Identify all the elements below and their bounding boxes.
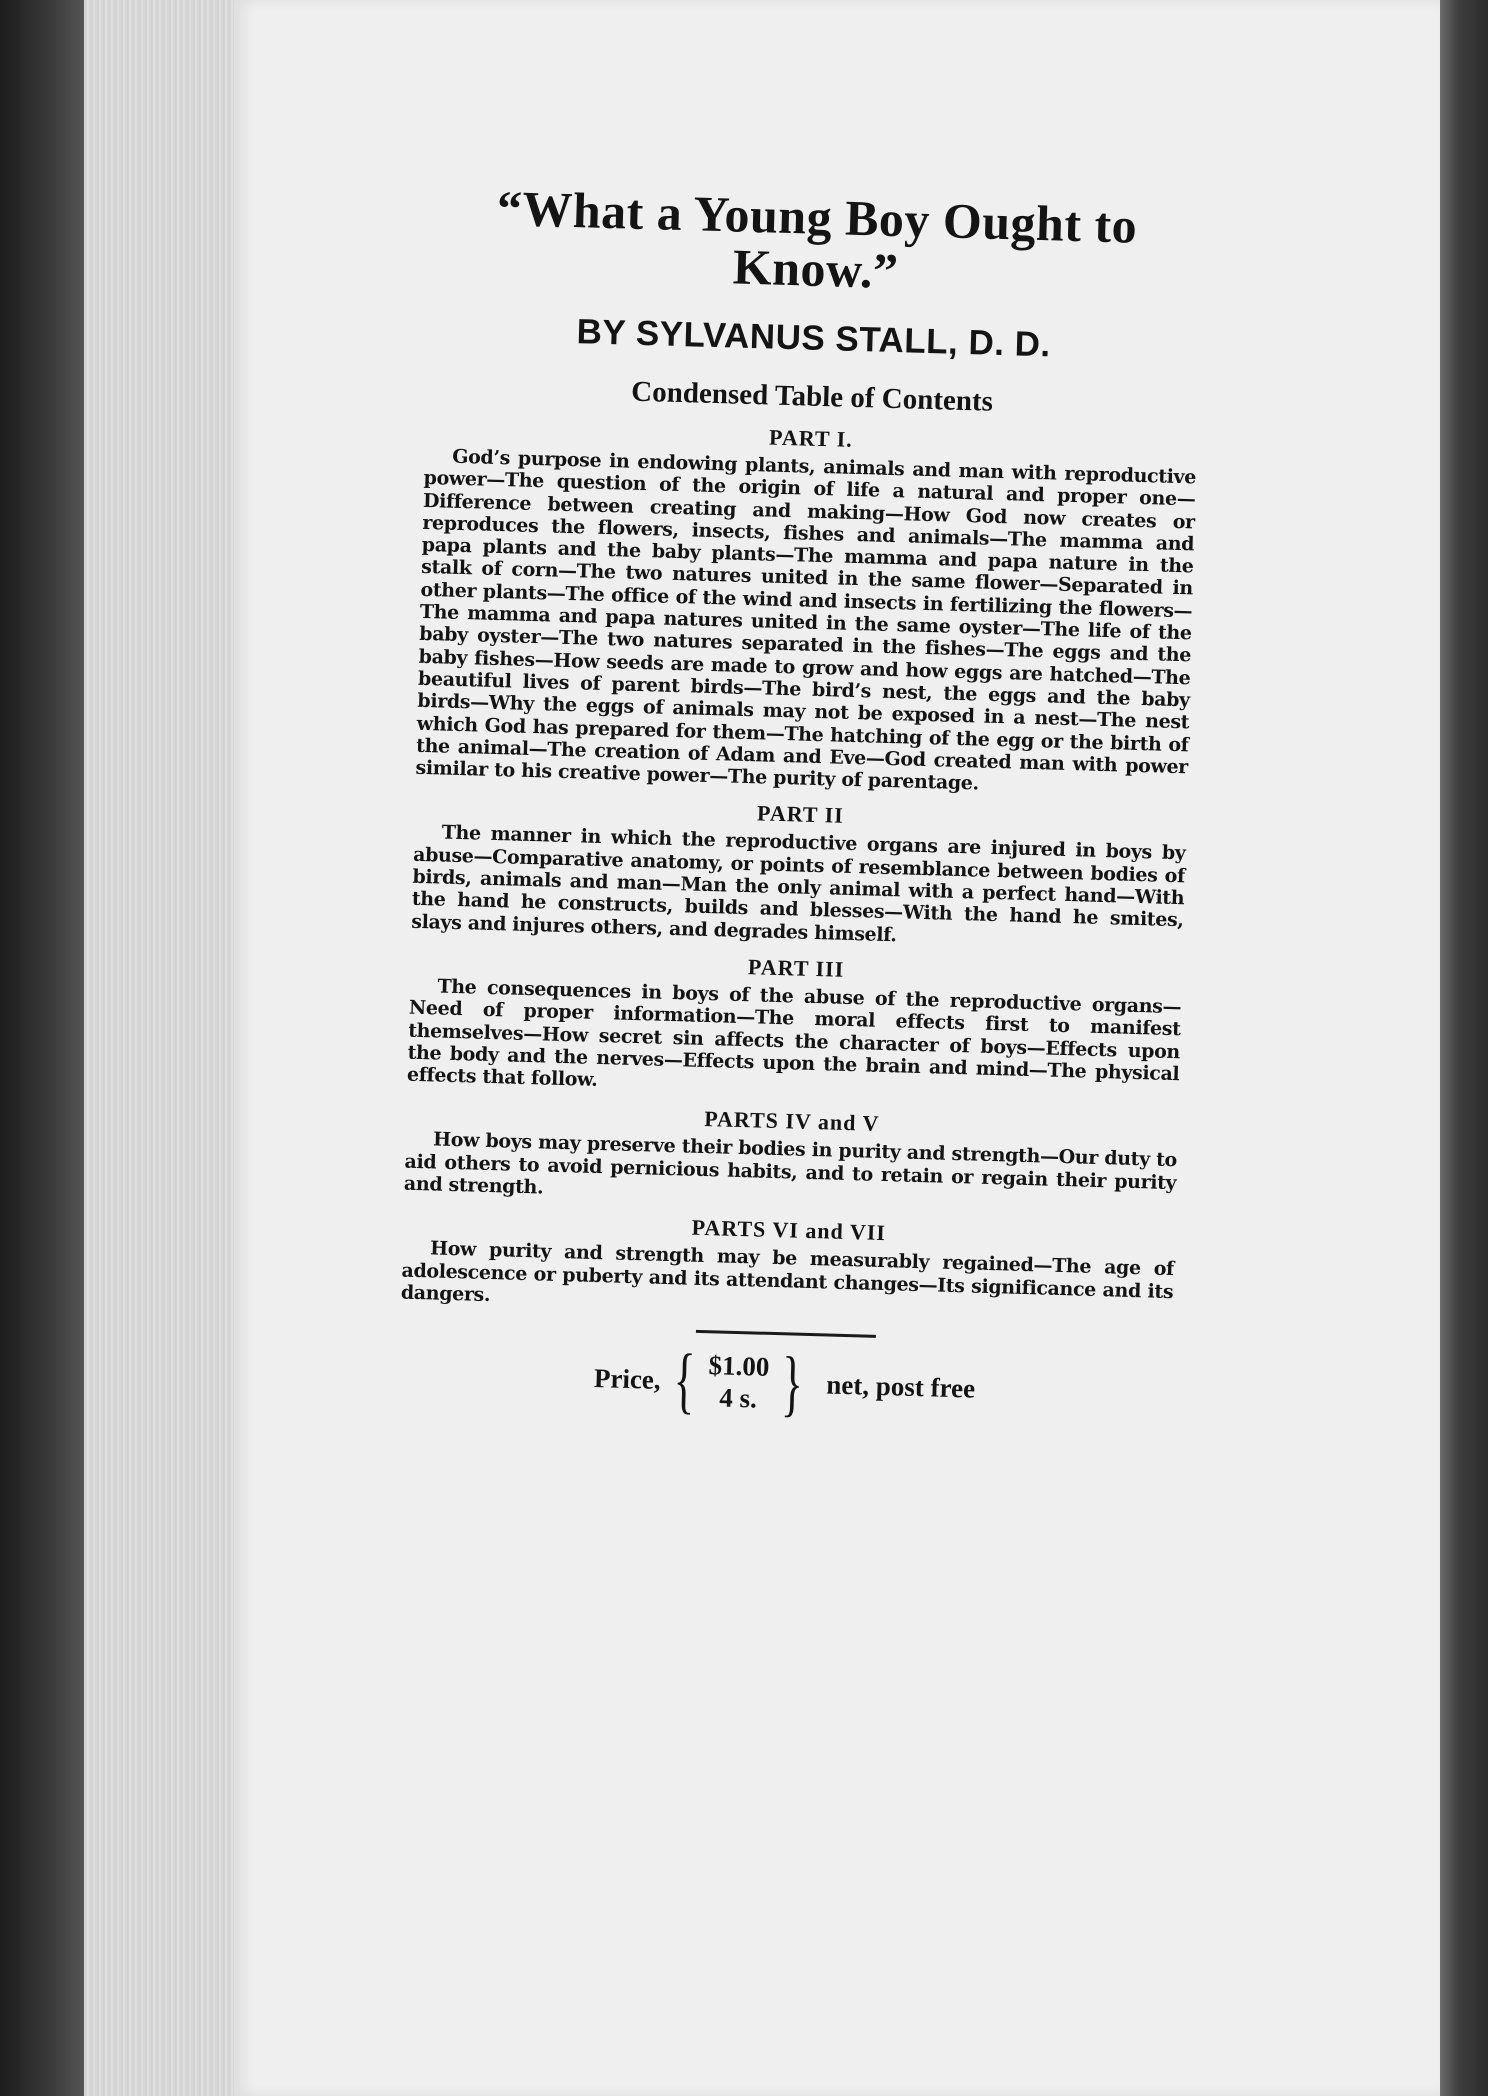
scan-background-left <box>0 0 84 2096</box>
advertisement-content <box>398 180 1204 1426</box>
part-section <box>415 415 1197 801</box>
part-text: The consequences in boys of the abuse of the reproductive organs—Need of proper information—The moral effects first to manifest themselves—How secret sin affects the character of boys—Effects upon the body and the nerves—Effects upon the brain and mind—The physical effects that follow. <box>406 975 1182 1092</box>
part-heading: PART III <box>747 954 845 982</box>
part-heading: PARTS VI and VII <box>691 1214 887 1246</box>
price-amounts <box>707 1349 770 1415</box>
scan-background-right <box>1440 0 1488 2096</box>
part-text: God’s purpose in endowing plants, animals and man with reproductive power—The question of the origin of life a natural and proper one—Difference between creating and making—How God now creates or reproduces the flowers, insects, fishes and animals—The mamma and papa plants and the baby plants—The mamma and papa nature in the stalk of corn—The two natures united in the same flower—Separated in other plants—The office of the wind and insects in fertilizing the flowers—The mamma and papa natures united in the same oyster—The life of the baby oyster—The two natures separated in the fishes—The eggs and the baby fishes—How seeds are made to grow and how eggs are hatched—The beautiful lives of parent birds—The bird’s nest, the eggs and the baby birds—Why the eggs of animals may not be exposed in a nest—The nest which God has prepared for them—The hatching of the egg or the birth of the animal—The creation of Adam and Eve—God created man with power similar to his creative power—The purity of parentage. <box>415 445 1197 795</box>
price-dollars: $1.00 <box>708 1350 770 1383</box>
part-text: How boys may preserve their bodies in purity and strength—Our duty to aid others to avoid pernicious habits, and to retain or regain their purity and strength. <box>403 1128 1178 1199</box>
book-page-edges <box>84 0 235 2096</box>
part-heading: PARTS IV and V <box>703 1106 880 1137</box>
toc-heading: Condensed Table of Contents <box>630 375 994 418</box>
part-section <box>407 945 1183 1108</box>
left-brace: { <box>672 1339 697 1423</box>
price-suffix: net, post free <box>826 1369 976 1404</box>
divider-rule <box>696 1330 876 1338</box>
book-title: “What a Young Boy Ought to Know.” <box>496 179 1138 300</box>
price-label: Price, <box>593 1362 662 1395</box>
price-shillings: 4 s. <box>718 1382 758 1414</box>
part-text: How purity and strength may be measurably regained—The age of adolescence or puberty and its attendant changes—Its significance and its dangers. <box>400 1237 1175 1306</box>
part-heading: PART II <box>756 800 845 829</box>
part-heading: PART I. <box>768 424 854 452</box>
part-section <box>401 1207 1175 1325</box>
part-section <box>404 1098 1178 1216</box>
right-brace: } <box>780 1342 805 1426</box>
part-section <box>411 791 1187 954</box>
author-line: BY SYLVANUS STALL, D. D. <box>576 312 1052 365</box>
part-text: The manner in which the reproductive organs are injured in boys by abuse—Comparative anatomy, or points of resemblance between bodies of birds, animals and man—Man the only animal with a perfect hand—With the hand he constructs, builds and blesses—With the hand he smites, slays and injures others, and degrades himself. <box>410 821 1186 946</box>
